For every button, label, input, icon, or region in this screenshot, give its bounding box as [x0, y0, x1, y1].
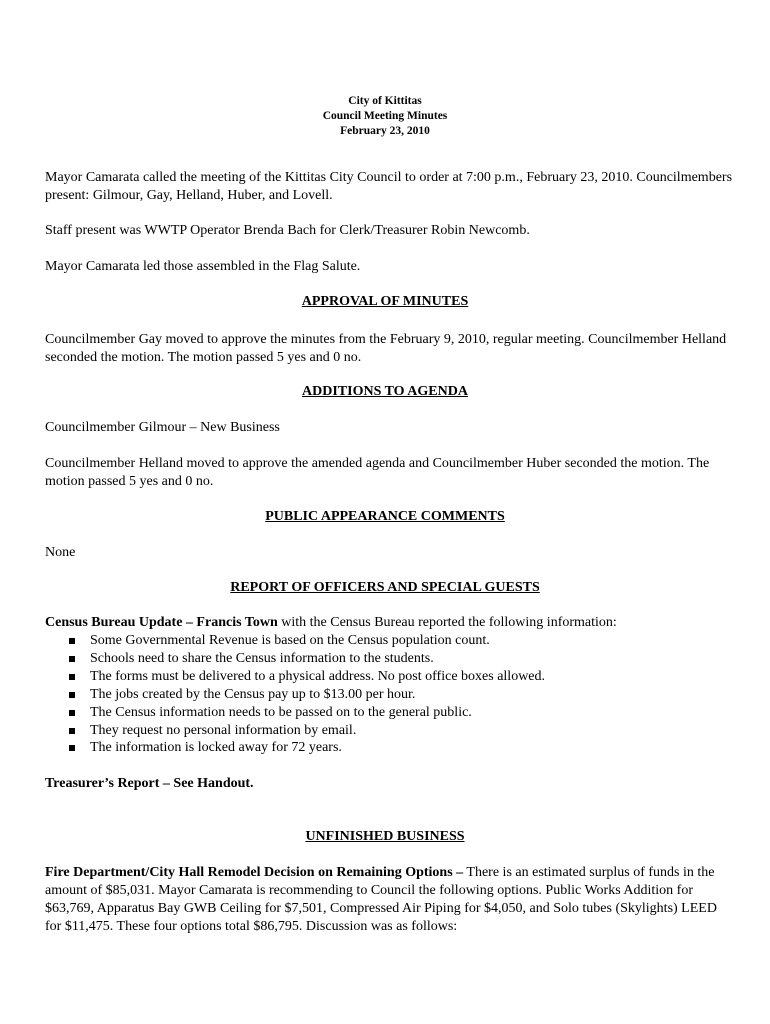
list-item: They request no personal information by email.	[45, 722, 725, 740]
census-update-paragraph	[45, 614, 735, 632]
approval-of-minutes-text: Councilmember Gay moved to approve the minutes from the February 9, 2010, regular meeting. Councilmember Helland seconded the motion. The motion passed 5 yes and 0 no.	[45, 332, 727, 365]
list-item: The information is locked away for 72 years.	[45, 739, 725, 757]
document-title: Council Meeting Minutes	[322, 110, 448, 122]
list-item: The forms must be delivered to a physical address. No post office boxes allowed.	[45, 668, 725, 686]
census-update-title: Census Bureau Update – Francis Town	[45, 615, 278, 630]
additions-new-business: Councilmember Gilmour – New Business	[45, 420, 280, 435]
staff-present-paragraph: Staff present was WWTP Operator Brenda Bach for Clerk/Treasurer Robin Newcomb.	[45, 223, 530, 238]
list-item: Schools need to share the Census information to the students.	[45, 650, 725, 668]
treasurer-report: Treasurer’s Report – See Handout.	[45, 776, 254, 791]
list-item: Some Governmental Revenue is based on the Census population count.	[45, 632, 725, 650]
fire-department-title: Fire Department/City Hall Remodel Decision on Remaining Options –	[45, 865, 464, 880]
flag-salute-paragraph: Mayor Camarata led those assembled in the Flag Salute.	[45, 259, 361, 274]
list-item: The jobs created by the Census pay up to $13.00 per hour.	[45, 686, 725, 704]
census-update-intro: with the Census Bureau reported the following information:	[277, 615, 617, 630]
call-to-order-paragraph: Mayor Camarata called the meeting of the Kittitas City Council to order at 7:00 p.m., February 23, 2010. Councilmembers present: Gilmour, Gay, Helland, Huber, and Lovell.	[45, 170, 733, 203]
document-header	[0, 94, 770, 139]
meeting-date: February 23, 2010	[340, 125, 430, 137]
additions-to-agenda-heading: ADDITIONS TO AGENDA	[302, 384, 468, 399]
fire-department-text: There is an estimated surplus of funds in the amount of $85,031. Mayor Camarata is recommending to Council the following options. Public Works Addition for $63,769, Apparatus Bay GWB Ceiling for $7,501, Compressed Air Piping for $4,050, and Solo tubes (Skylights) LEED for $11,475. These four options total $86,795. Discussion was as follows:	[45, 865, 717, 934]
officers-report-heading: REPORT OF OFFICERS AND SPECIAL GUESTS	[230, 580, 540, 595]
additions-motion-text: Councilmember Helland moved to approve the amended agenda and Councilmember Huber seconded the motion. The motion passed 5 yes and 0 no.	[45, 456, 710, 489]
city-name: City of Kittitas	[348, 95, 422, 107]
public-appearance-heading: PUBLIC APPEARANCE COMMENTS	[265, 509, 505, 524]
list-item: The Census information needs to be passed on to the general public.	[45, 704, 725, 722]
public-appearance-text: None	[45, 545, 76, 560]
census-info-list	[45, 632, 725, 757]
fire-department-paragraph	[45, 864, 735, 936]
unfinished-business-heading: UNFINISHED BUSINESS	[305, 829, 465, 844]
approval-of-minutes-heading: APPROVAL OF MINUTES	[301, 294, 469, 309]
